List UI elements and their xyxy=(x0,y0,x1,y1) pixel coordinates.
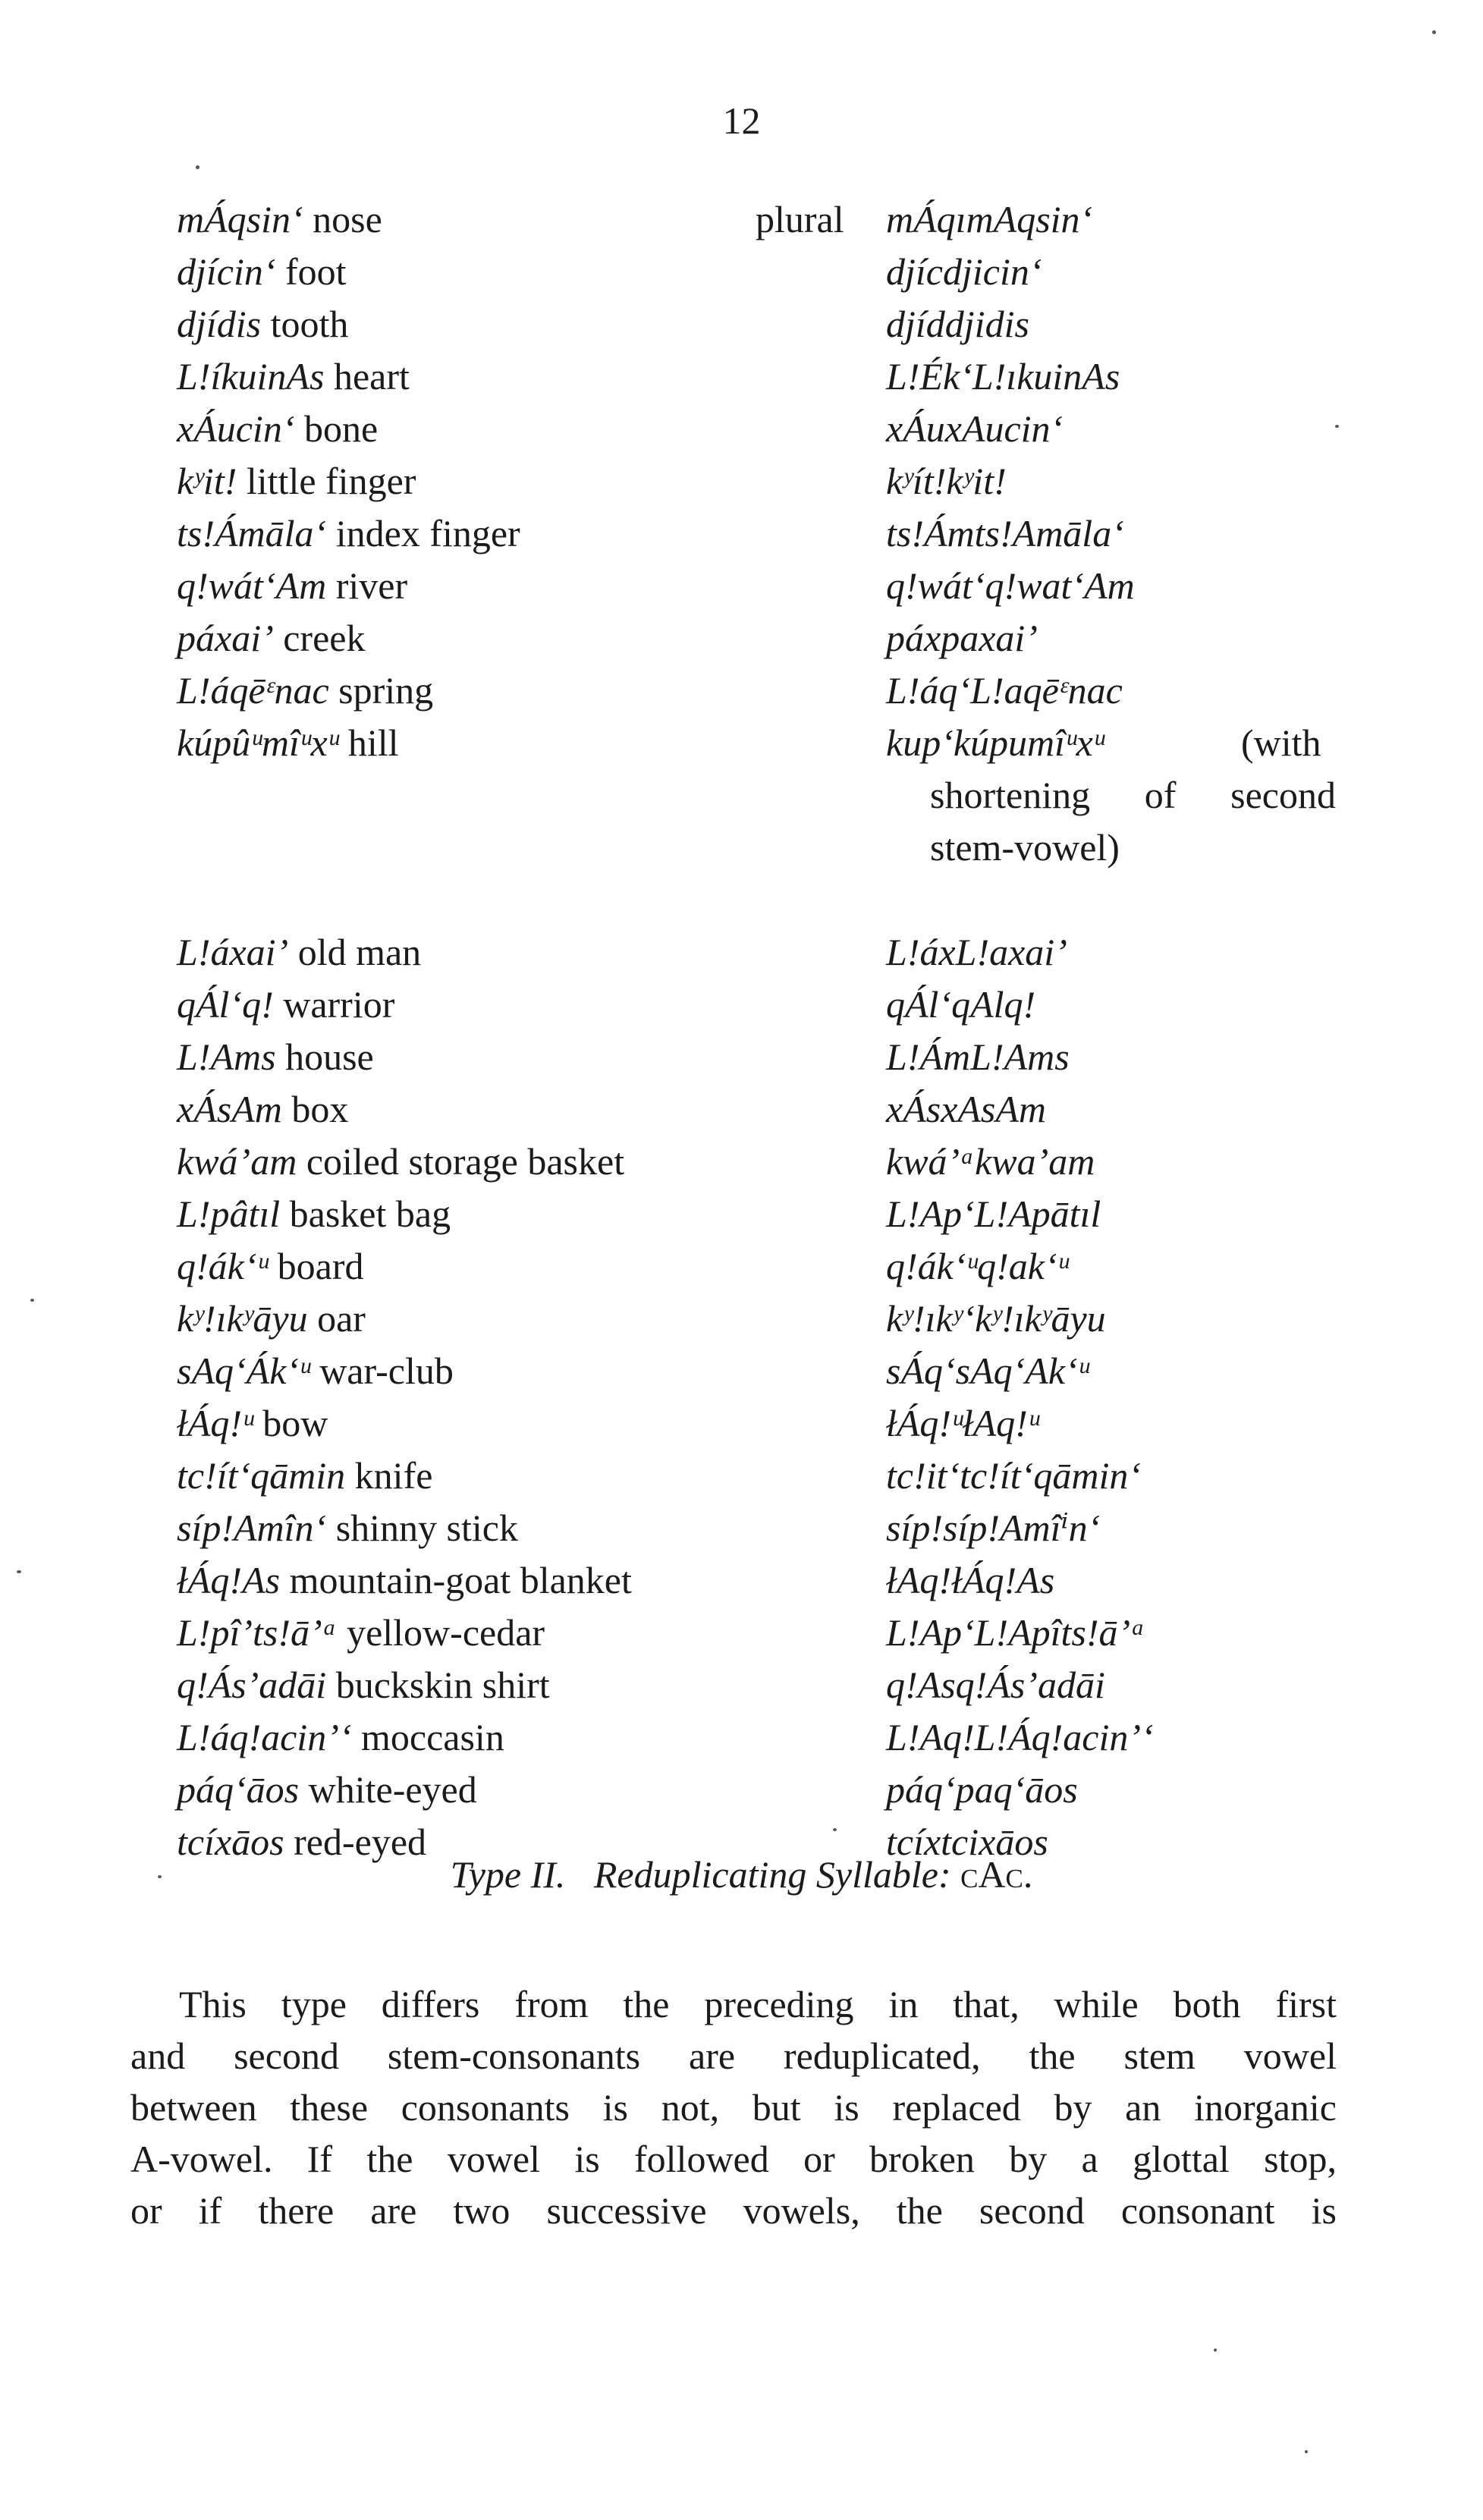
singular-form: kʸ!ıkʸāyu xyxy=(177,1297,308,1340)
english-gloss: spring xyxy=(338,669,434,712)
scan-speck xyxy=(1335,425,1339,428)
singular-form: ts!Ámāla‘ xyxy=(177,512,327,555)
vocab-entry-row xyxy=(0,1135,1483,1187)
english-gloss: creek xyxy=(283,617,366,659)
english-gloss: house xyxy=(285,1035,374,1078)
singular-entry xyxy=(177,1658,550,1711)
singular-entry xyxy=(177,1082,348,1136)
singular-entry xyxy=(177,1292,366,1345)
singular-entry xyxy=(177,193,382,246)
plural-form: q!Asq!Ásʼadāi xyxy=(886,1664,1105,1706)
singular-form: síp!Amîn‘ xyxy=(177,1507,327,1549)
plural-form: djícdjicin‘ xyxy=(886,250,1042,293)
vocab-entry-row xyxy=(0,1658,1483,1711)
singular-form: L!íkuinAs xyxy=(177,355,325,397)
singular-entry xyxy=(177,245,347,298)
singular-entry xyxy=(177,1606,545,1659)
plural-form: tc!it‘tc!ít‘qāmin‘ xyxy=(886,1454,1141,1497)
english-gloss: hill xyxy=(347,721,399,764)
plural-form: kʸít!kʸit! xyxy=(886,460,1007,502)
singular-entry xyxy=(177,454,416,507)
singular-entry xyxy=(177,507,520,560)
vocab-entry-row xyxy=(0,402,1483,454)
singular-form: páxaiʼ xyxy=(177,617,274,659)
paragraph-line: and second stem-consonants are reduplicated, the stem vowel xyxy=(130,2035,1337,2077)
singular-entry xyxy=(177,1763,477,1816)
vocab-entry-row xyxy=(0,1344,1483,1397)
scan-speck xyxy=(17,1570,21,1573)
english-gloss: war-club xyxy=(319,1350,454,1392)
plural-form: qÁl‘qAlq! xyxy=(886,983,1036,1026)
plural-form: q!wát‘q!wat‘Am xyxy=(886,564,1135,607)
plural-form: djíddjidis xyxy=(886,303,1029,345)
vocab-entry-row xyxy=(0,1030,1483,1082)
english-gloss: moccasin xyxy=(361,1716,504,1758)
singular-form: qÁl‘q! xyxy=(177,983,274,1026)
scan-speck xyxy=(1432,30,1436,34)
singular-entry xyxy=(177,716,399,769)
singular-form: xÁucin‘ xyxy=(177,407,295,450)
singular-form: tc!ít‘qāmin xyxy=(177,1454,346,1497)
heading-title: Reduplicating Syllable: xyxy=(593,1853,951,1896)
plural-form: L!Aq!L!Áq!acinʼ‘ xyxy=(886,1716,1154,1758)
singular-form: q!ák‘ᵘ xyxy=(177,1245,269,1287)
blank-line xyxy=(0,873,1483,925)
plural-column-label: plural xyxy=(756,198,844,240)
heading-formula: cAc. xyxy=(960,1853,1033,1896)
english-gloss: knife xyxy=(354,1454,433,1497)
singular-entry xyxy=(177,1187,451,1240)
english-gloss: bow xyxy=(262,1402,328,1444)
singular-entry xyxy=(177,1554,632,1607)
note-row-2 xyxy=(0,821,1483,873)
plural-form: łÁq!ᵘłAq!ᵘ xyxy=(886,1402,1039,1444)
singular-entry xyxy=(177,1240,364,1293)
paragraph-line: This type differs from the preceding in that, while both first xyxy=(179,1983,1337,2025)
english-gloss: warrior xyxy=(283,983,395,1026)
plural-form: sÁq‘sAq‘Ak‘ᵘ xyxy=(886,1350,1089,1392)
plural-form: páxpaxaiʼ xyxy=(886,617,1038,659)
note-row-1 xyxy=(0,768,1483,821)
body-paragraph xyxy=(130,1978,1337,2236)
vocab-entry-row xyxy=(0,978,1483,1030)
scan-speck xyxy=(1214,2349,1217,2352)
singular-entry xyxy=(177,1711,504,1764)
english-gloss: foot xyxy=(285,250,347,293)
vocab-entry-row xyxy=(0,559,1483,611)
scan-speck xyxy=(196,165,200,169)
english-gloss: bone xyxy=(303,407,379,450)
singular-form: L!áqēᵋnac xyxy=(177,669,329,712)
vocab-entry-row xyxy=(0,716,1483,768)
singular-entry xyxy=(177,1135,624,1188)
english-gloss: little finger xyxy=(246,460,416,502)
english-gloss: old man xyxy=(297,931,422,973)
paragraph-line: between these consonants is not, but is replaced by an inorganic xyxy=(130,2086,1337,2129)
english-gloss: oar xyxy=(317,1297,366,1340)
vocabulary-group-2 xyxy=(0,925,1483,1868)
singular-form: xÁsAm xyxy=(177,1088,282,1130)
singular-entry xyxy=(177,297,348,350)
vocab-entry-row xyxy=(0,454,1483,507)
english-gloss: shinny stick xyxy=(335,1507,518,1549)
plural-form: L!Ék‘L!ıkuinAs xyxy=(886,355,1120,397)
singular-form: kʸit! xyxy=(177,460,237,502)
plural-form: q!ák‘ᵘq!ak‘ᵘ xyxy=(886,1245,1069,1287)
plural-form: mÁqımAqsin‘ xyxy=(886,198,1093,240)
note-line-1: shortening of second xyxy=(930,774,1336,816)
singular-entry xyxy=(177,978,394,1031)
singular-form: páq‘āos xyxy=(177,1768,300,1811)
scan-speck xyxy=(158,1875,162,1878)
singular-entry xyxy=(177,1030,374,1083)
singular-entry xyxy=(177,1501,518,1554)
singular-form: L!pâtıl xyxy=(177,1192,281,1235)
plural-form: síp!síp!Amîⁱn‘ xyxy=(886,1507,1101,1549)
vocab-entry-row xyxy=(0,350,1483,402)
singular-form: L!áxaiʼ xyxy=(177,931,289,973)
singular-form: kwáʼam xyxy=(177,1140,297,1183)
note-with: (with xyxy=(1241,721,1321,764)
page-number: 12 xyxy=(722,99,761,142)
scan-speck xyxy=(1305,2450,1308,2453)
plural-form: L!áq‘L!aqēᵋnac xyxy=(886,669,1123,712)
singular-entry xyxy=(177,1397,328,1450)
vocab-entry-row xyxy=(0,1711,1483,1763)
singular-form: łÁq!ᵘ xyxy=(177,1402,253,1444)
vocab-entry-row xyxy=(0,507,1483,559)
english-gloss: nose xyxy=(313,198,382,240)
singular-form: kúpûᵘmîᵘxᵘ xyxy=(177,721,339,764)
heading-prefix: Type II. xyxy=(450,1853,566,1896)
plural-form: kʸ!ıkʸ‘kʸ!ıkʸāyu xyxy=(886,1297,1106,1340)
singular-entry xyxy=(177,664,433,717)
vocab-entry-row xyxy=(0,611,1483,664)
english-gloss: red-eyed xyxy=(294,1821,427,1863)
plural-form: L!Ap‘L!Apîts!āʼᵃ xyxy=(886,1611,1146,1654)
plural-form: ts!Ámts!Amāla‘ xyxy=(886,512,1124,555)
singular-entry xyxy=(177,402,378,455)
singular-form: L!Ams xyxy=(177,1035,276,1078)
note-line-2: stem-vowel) xyxy=(930,826,1120,869)
vocab-entry-row xyxy=(0,1501,1483,1554)
plural-form: xÁuxAucin‘ xyxy=(886,407,1064,450)
plural-form: kwáʼᵃkwaʼam xyxy=(886,1140,1095,1183)
vocab-entry-row xyxy=(0,664,1483,716)
singular-form: sAq‘Ák‘ᵘ xyxy=(177,1350,310,1392)
singular-form: q!Ásʼadāi xyxy=(177,1664,327,1706)
english-gloss: box xyxy=(291,1088,349,1130)
singular-entry xyxy=(177,925,421,979)
plural-form: L!Ap‘L!Apātıl xyxy=(886,1192,1101,1235)
vocab-entry-row xyxy=(0,297,1483,350)
vocab-entry-row xyxy=(0,1449,1483,1501)
vocab-entry-row xyxy=(0,1397,1483,1449)
vocab-entry-row xyxy=(0,925,1483,978)
singular-form: djídis xyxy=(177,303,262,345)
vocab-entry-row xyxy=(0,245,1483,297)
section-heading xyxy=(0,1848,1483,1901)
vocabulary-list xyxy=(0,193,1483,1868)
english-gloss: basket bag xyxy=(289,1192,451,1235)
vocabulary-group-1 xyxy=(0,193,1483,768)
singular-form: tcíxāos xyxy=(177,1821,284,1863)
paragraph-line: A-vowel. If the vowel is followed or broken by a glottal stop, xyxy=(130,2138,1337,2180)
plural-form: páq‘paq‘āos xyxy=(886,1768,1078,1811)
singular-entry xyxy=(177,559,407,612)
singular-form: q!wát‘Am xyxy=(177,564,327,607)
scan-speck xyxy=(833,1828,837,1831)
singular-form: L!áq!acinʼ‘ xyxy=(177,1716,352,1758)
vocab-entry-row xyxy=(0,1763,1483,1815)
paragraph-line: or if there are two successive vowels, the second consonant is xyxy=(130,2189,1337,2232)
english-gloss: river xyxy=(335,564,408,607)
plural-form: kup‘kúpumîᵘxᵘ xyxy=(886,721,1104,764)
scan-speck xyxy=(30,1299,34,1302)
english-gloss: buckskin shirt xyxy=(335,1664,550,1706)
english-gloss: board xyxy=(277,1245,364,1287)
singular-entry xyxy=(177,611,365,665)
english-gloss: white-eyed xyxy=(308,1768,477,1811)
singular-form: L!pîʼts!āʼᵃ xyxy=(177,1611,338,1654)
english-gloss: mountain-goat blanket xyxy=(289,1559,632,1601)
vocab-entry-row xyxy=(0,1554,1483,1606)
vocab-entry-row xyxy=(0,1187,1483,1240)
english-gloss: heart xyxy=(333,355,410,397)
english-gloss: coiled storage basket xyxy=(306,1140,625,1183)
vocab-entry-row xyxy=(0,1082,1483,1135)
plural-form: L!áxL!axaiʼ xyxy=(886,931,1067,973)
singular-form: mÁqsin‘ xyxy=(177,198,303,240)
vocab-entry-row xyxy=(0,1240,1483,1292)
plural-form: xÁsxAsAm xyxy=(886,1088,1047,1130)
singular-form: djícin‘ xyxy=(177,250,276,293)
vocab-entry-row xyxy=(0,1292,1483,1344)
singular-entry xyxy=(177,1449,432,1502)
singular-form: łÁq!As xyxy=(177,1559,281,1601)
singular-entry xyxy=(177,1344,454,1397)
plural-form: L!ÁmL!Ams xyxy=(886,1035,1070,1078)
vocab-entry-row xyxy=(0,1606,1483,1658)
english-gloss: yellow-cedar xyxy=(347,1611,545,1654)
english-gloss: index finger xyxy=(335,512,520,555)
plural-form: łAq!łÁq!As xyxy=(886,1559,1055,1601)
singular-entry xyxy=(177,350,410,403)
plural-form: tcíxtcixāos xyxy=(886,1821,1048,1863)
english-gloss: tooth xyxy=(270,303,349,345)
vocab-entry-row xyxy=(0,193,1483,245)
